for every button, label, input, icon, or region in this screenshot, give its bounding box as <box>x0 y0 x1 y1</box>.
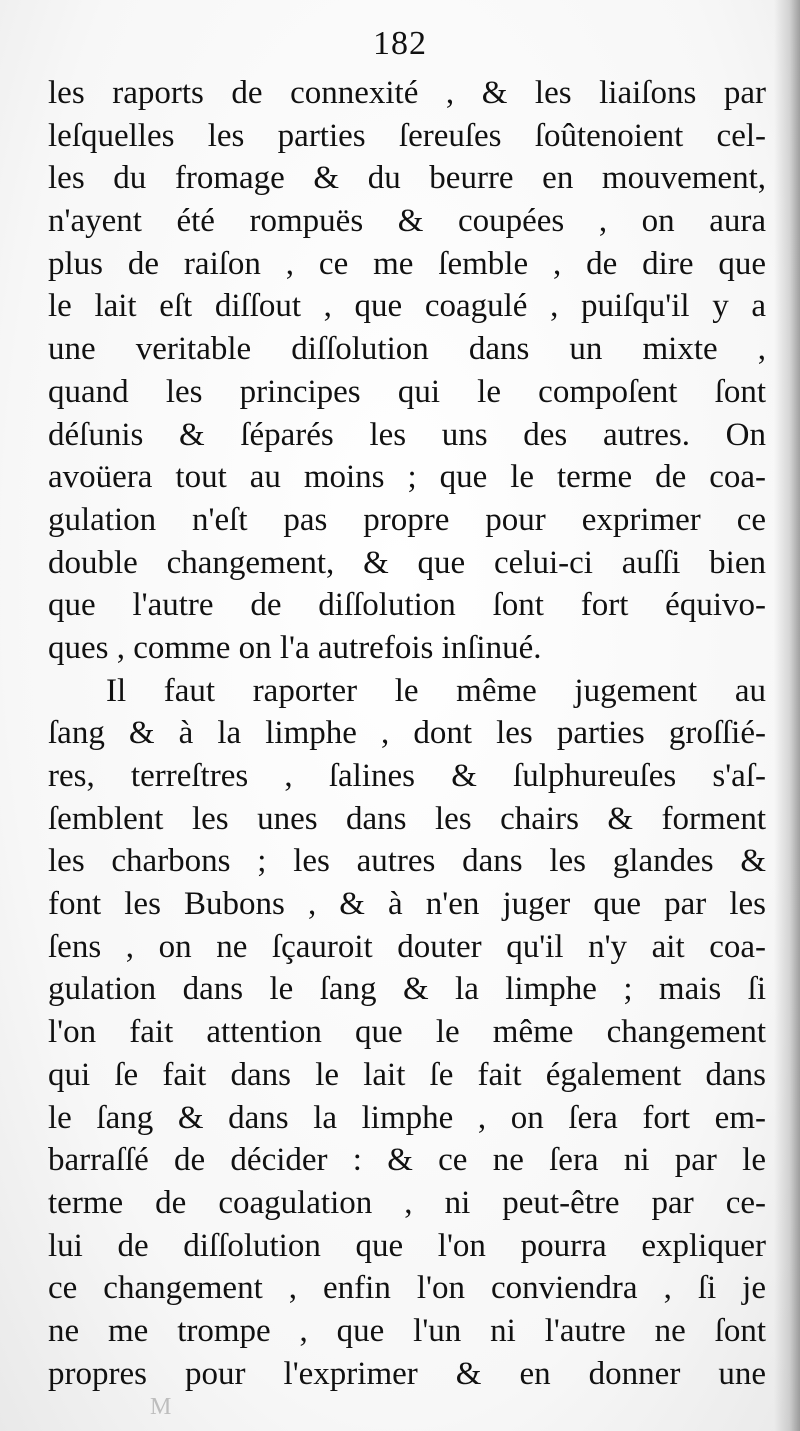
text-line: terme de coagulation , ni peut-être par ce- <box>48 1184 766 1221</box>
text-line: plus de raiſon , ce me ſemble , de dire que <box>48 245 766 282</box>
text-line: ne me trompe , que l'un ni l'autre ne ſont <box>48 1312 766 1349</box>
text-line: ce changement , enfin l'on conviendra , ſi je <box>48 1270 766 1307</box>
text-line: ſemblent les unes dans les chairs & forment <box>48 800 766 837</box>
text-line: n'ayent été rompuës & coupées , on aura <box>48 203 766 240</box>
text-line: que l'autre de diſſolution ſont fort équivo- <box>48 587 766 624</box>
text-line: les du fromage & du beurre en mouvement, <box>48 160 766 197</box>
text-line: les raports de connexité , & les liaiſons par <box>48 75 766 111</box>
paragraph-start-line: Il faut raporter le même jugement au <box>106 672 766 709</box>
text-line: l'on fait attention que le même changement <box>48 1014 766 1051</box>
page-edge-shadow <box>774 0 800 1431</box>
text-line: leſquelles les parties ſereuſes ſoûtenoient cel- <box>48 117 766 154</box>
text-line: le ſang & dans la limphe , on ſera fort em- <box>48 1099 766 1136</box>
text-line: gulation n'eſt pas propre pour exprimer ce <box>48 501 766 538</box>
text-line: déſunis & ſéparés les uns des autres. On <box>48 416 766 453</box>
body-text <box>48 72 766 1395</box>
text-line: ſang & à la limphe , dont les parties groſſié- <box>48 715 766 752</box>
text-line: gulation dans le ſang & la limphe ; mais ſi <box>48 971 766 1008</box>
footer-signature-mark: M <box>150 1394 202 1420</box>
page-number: 182 <box>373 25 427 62</box>
text-line: avoüera tout au moins ; que le terme de coa- <box>48 459 766 496</box>
text-line: qui ſe fait dans le lait ſe fait également dans <box>48 1056 766 1093</box>
text-line: les charbons ; les autres dans les glandes & <box>48 843 766 880</box>
text-line: font les Bubons , & à n'en juger que par les <box>48 886 766 923</box>
text-line: res, terreſtres , ſalines & ſulphureuſes s'aſ- <box>48 758 766 794</box>
text-line: barraſſé de décider : & ce ne ſera ni par le <box>48 1142 766 1179</box>
text-line: une veritable diſſolution dans un mixte , <box>48 331 766 368</box>
text-line: quand les principes qui le compoſent ſont <box>48 373 766 410</box>
text-line: lui de diſſolution que l'on pourra expliquer <box>48 1227 766 1264</box>
text-line: propres pour l'exprimer & en donner une <box>48 1355 766 1392</box>
paragraph-end-line: ques , comme on l'a autrefois inſinué. <box>48 629 542 666</box>
text-line: le lait eſt diſſout , que coagulé , puiſqu'il y a <box>48 288 766 325</box>
text-line: ſens , on ne ſçauroit douter qu'il n'y ait coa- <box>48 928 766 965</box>
text-line: double changement, & que celui-ci auſſi bien <box>48 544 766 581</box>
